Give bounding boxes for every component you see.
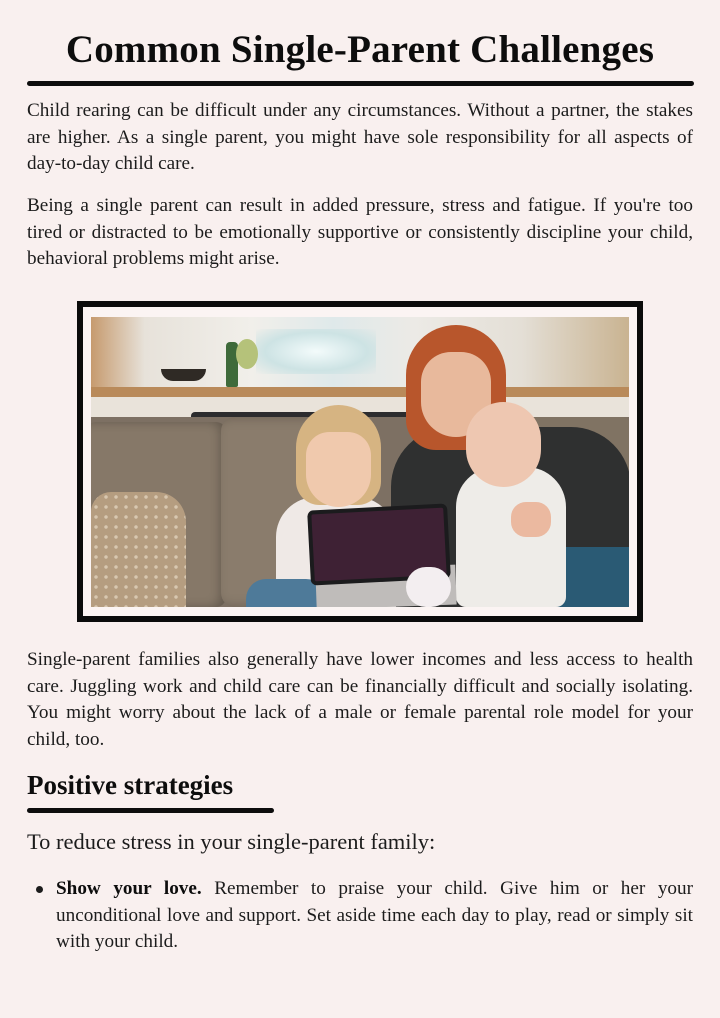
- section-heading-underline: [27, 808, 274, 813]
- bullet-icon: [36, 886, 43, 893]
- list-item-text: Remember to praise your child. Give him or her your unconditional love and support. Set aside time each day to play, read or simply sit with your child.: [56, 878, 693, 952]
- page-title: Common Single-Parent Challenges: [65, 28, 655, 71]
- list-item: [56, 876, 693, 956]
- section-intro: To reduce stress in your single-parent family:: [27, 829, 436, 854]
- paragraph-intro: Child rearing can be difficult under any circumstances. Without a partner, the stakes are higher. As a single parent, you might have sole responsibility for all aspects of day-to-day child care.: [27, 100, 693, 174]
- photo-frame: [77, 301, 643, 622]
- family-photo: [91, 317, 629, 607]
- photo-toddler-face: [306, 432, 371, 507]
- list-item-lead: Show your love.: [56, 878, 202, 899]
- section-heading: Positive strategies: [27, 770, 234, 800]
- photo-baby-foot: [406, 567, 451, 607]
- photo-light: [256, 329, 376, 374]
- paragraph-stress: Being a single parent can result in added pressure, stress and fatigue. If you're too tired or distracted to be emotionally supportive or consistently discipline your child, behavioral problems might arise.: [27, 195, 693, 269]
- photo-pillow: [91, 492, 186, 607]
- photo-baby-body: [456, 467, 566, 607]
- title-underline: [27, 81, 694, 86]
- photo-plant: [236, 339, 258, 369]
- strategy-list: [56, 876, 693, 956]
- photo-baby-head: [466, 402, 541, 487]
- paragraph-income: Single-parent families also generally have lower incomes and less access to health care. Juggling work and child care can be financially difficult and socially isolating. You might worry about the lack of a male or female parental role model for your child, too.: [27, 649, 693, 750]
- photo-bowl: [161, 369, 206, 381]
- photo-hand: [511, 502, 551, 537]
- photo-shelf: [91, 387, 629, 397]
